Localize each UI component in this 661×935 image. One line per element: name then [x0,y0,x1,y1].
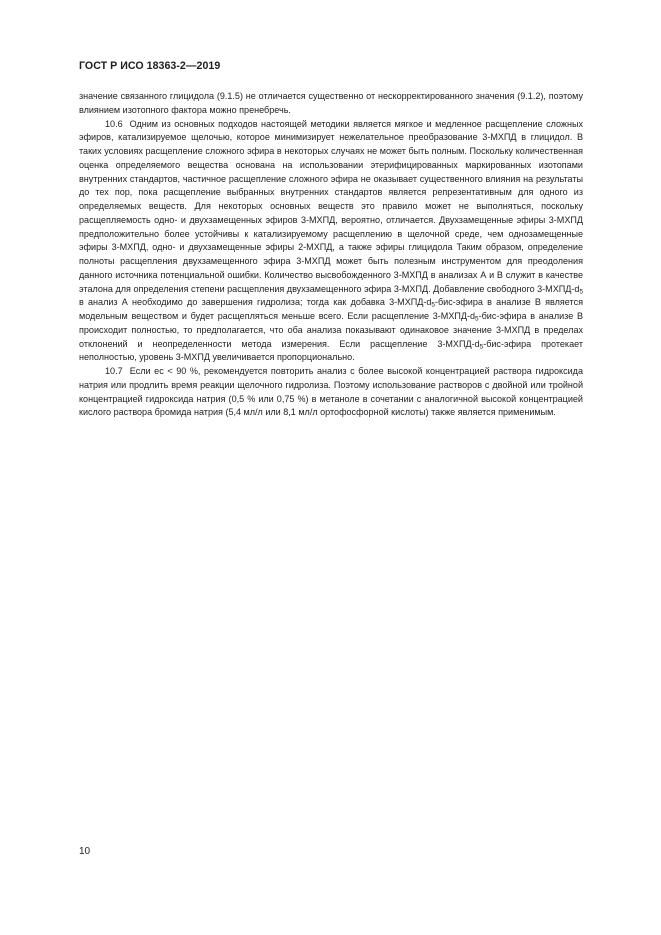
clause-number: 10.7 [105,366,123,376]
document-header: ГОСТ Р ИСО 18363-2—2019 [79,60,221,72]
paragraph-text: -бис-эфира в анализе В происходит полностью, то предполагается, что оба анализа показывают одинаковое значение 3-МХПД в пределах отклонений и неопределенности метода измерения. Если расщепление 3-МХПД-d [79,311,583,349]
clause-number: 10.6 [105,118,123,129]
paragraph-10-6 [79,118,583,366]
paragraph-text: Если ec < 90 %, рекомендуется повторить анализ с более высокой концентрацией раствора гидроксида натрия или продлить время реакции щелочного гидролиза. Поэтому использование растворов с двойной или тройной концентрацией гидроксида натрия (0,5 % или 0,75 %) в метаноле в сочетании с аналогичной высокой концентрацией кислого раствора бромида натрия (5,4 мл/л или 8,1 мл/л ортофосфорной кислоты) также является применимым. [79,366,583,418]
paragraph-text: Одним из основных подходов настоящей методики является мягкое и медленное расщепление сложных эфиров, катализируемое щелочью, которое минимизирует нежелательное преобразование 3-МХПД в глицидол. В таких условиях расщепление сложного эфира в некоторых случаях не может быть полным. Поскольку количественная оценка определяемого вещества основана на использовании этерифицированных маркированных изотопами внутренних стандартов, частичное расщепление сложного эфира не оказывает существенного влияния на результаты до тех пор, пока расщепление выбранных внутренних стандартов является репрезентативным для одного из определяемых веществ. Для некоторых основных веществ это правило может не выполняться, поскольку расщепляемость одно- и двухзамещенных эфиров 3-МХПД, вероятно, отличается. Двухзамещенные эфиры 3-МХПД предположительно более устойчивы к катализируемому расщеплению в щелочной среде, чем однозамещенные эфиры 3-МХПД, одно- и двухзамещенные эфиры 2-МХПД, а также эфиры глицидола Таким образом, определение полноты расщепления двухзамещенного эфира 3-МХПД может быть полезным инструментом для преодоления данного источника потенциальной ошибки. Количество высвобожденного 3-МХПД в анализах А и В служит в качестве эталона для определения степени расщепления двухзамещенного эфира 3-МХПД. Добавление свободного 3-МХПД-d [79,118,583,294]
paragraph-text: в анализ А необходимо до завершения гидролиза; тогда как добавка 3-МХПД-d [79,297,432,308]
page-number: 10 [79,846,91,857]
subscript: 5 [475,315,479,323]
paragraph-text: -бис-эфира протекает неполностью, уровень 3-МХПД увеличивается пропорционально. [79,338,583,363]
subscript: 5 [479,343,484,350]
subscript: 5 [431,301,435,309]
subscript: 5 [579,288,583,295]
paragraph-text: -бис-эфира в анализе В является модельным веществом и будет расщепляться меньше всего. Если расщепление 3-МХПД-d [79,297,583,321]
paragraph-continuation: значение связанного глицидола (9.1.5) не отличается существенно от нескорректированного значения (9.1.2), поэтому влиянием изотопного фактора можно пренебречь. [79,91,583,115]
paragraph-10-7 [79,365,583,420]
document-body [79,90,583,420]
